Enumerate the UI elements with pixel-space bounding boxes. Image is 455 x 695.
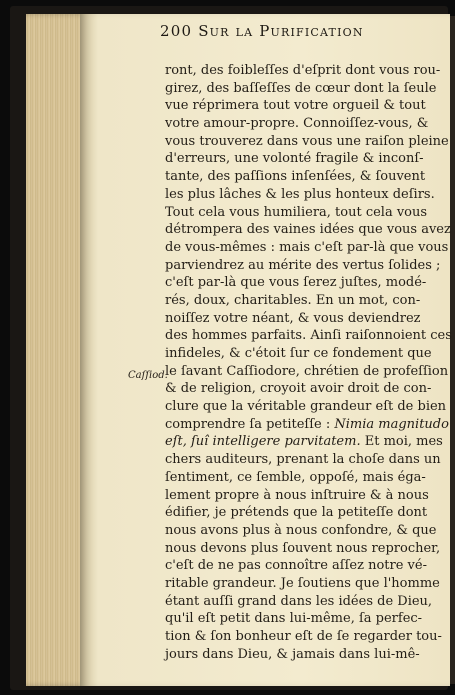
text-run: qu'il eſt petit dans lui-même, ſa perfec-: [165, 611, 423, 627]
text-line: [165, 433, 443, 451]
text-run: nous avons plus à nous confondre, & que: [165, 522, 437, 538]
page-number: 200: [160, 22, 193, 40]
text-run: Et moi, mes: [360, 434, 443, 450]
text-line: [165, 504, 428, 522]
text-line: [165, 97, 426, 115]
text-run: les plus lâches & les plus honteux deſirs.: [165, 186, 435, 202]
text-line: [165, 575, 440, 593]
text-run: édifier, je prétends que la petiteſſe dont: [165, 505, 428, 521]
text-line: [165, 292, 421, 310]
text-line: [165, 487, 429, 505]
text-line: [165, 522, 437, 540]
running-title: Sur la Purification: [198, 22, 364, 40]
text-line: [165, 115, 429, 133]
text-run: tante, des paſſions inſenſées, & ſouvent: [165, 169, 426, 185]
text-run: d'erreurs, une volonté fragile & inconſ-: [165, 151, 424, 167]
text-run: nous devons plus ſouvent nous reprocher,: [165, 540, 441, 556]
text-run: détrompera des vaines idées que vous avez: [165, 222, 451, 238]
body-text: [165, 62, 452, 663]
text-line: [165, 345, 432, 363]
text-line: [165, 628, 442, 646]
text-line: [165, 310, 421, 328]
text-line: [165, 239, 449, 257]
text-run: Tout cela vous humiliera, tout cela vous: [165, 204, 428, 220]
text-line: [165, 646, 420, 664]
text-line: [165, 469, 426, 487]
latin-quote: Nimia magnitudo: [334, 416, 449, 432]
text-line: [165, 451, 441, 469]
text-run: clure que la véritable grandeur eſt de bien: [165, 399, 447, 415]
text-run: le ſavant Caſſiodore, chrétien de profeſſion: [165, 363, 449, 379]
text-run: lement propre à nous inſtruire & à nous: [165, 487, 429, 503]
margin-note: Caſſiod.: [128, 370, 168, 381]
text-line: [165, 593, 433, 611]
text-run: des hommes parfaits. Ainſi raiſonnoient ces: [165, 328, 452, 344]
text-line: [165, 398, 447, 416]
text-line: [165, 186, 435, 204]
text-line: [165, 540, 441, 558]
text-line: [165, 150, 424, 168]
latin-quote: eſt, ſuî intelligere parvitatem.: [165, 434, 361, 450]
text-line: [165, 80, 437, 98]
text-line: [165, 204, 428, 222]
text-run: infideles, & c'étoit ſur ce fondement que: [165, 346, 432, 361]
book-cover-edge: [450, 16, 455, 684]
text-run: comprendre ſa petiteſſe :: [165, 416, 335, 432]
text-line: [165, 363, 449, 381]
text-run: rés, doux, charitables. En un mot, con-: [165, 292, 421, 308]
text-run: ſentiment, ce ſemble, oppoſé, mais éga-: [165, 469, 426, 485]
text-run: jours dans Dieu, & jamais dans lui-mê-: [165, 646, 420, 662]
text-line: [165, 168, 426, 186]
text-line: [165, 274, 427, 292]
text-line: [165, 327, 452, 345]
text-line: [165, 257, 441, 275]
text-run: ront, des foibleſſes d'eſprit dont vous rou-: [165, 63, 441, 78]
running-header: [160, 22, 430, 40]
text-run: étant auſſi grand dans les idées de Dieu,: [165, 593, 433, 609]
text-line: [165, 416, 449, 434]
text-line: [165, 133, 449, 151]
text-line: [165, 380, 432, 398]
text-run: chers auditeurs, prenant la choſe dans un: [165, 452, 441, 468]
text-run: de vous-mêmes : mais c'eſt par-là que vous: [165, 239, 449, 255]
text-run: votre amour-propre. Connoiſſez-vous, &: [165, 116, 429, 132]
text-run: vue réprimera tout votre orgueil & tout: [165, 98, 426, 114]
text-line: [165, 557, 427, 575]
text-run: noiſſez votre néant, & vous deviendrez: [165, 310, 421, 326]
text-run: tion & ſon bonheur eſt de ſe regarder tou-: [165, 629, 442, 644]
text-run: c'eſt par-là que vous ſerez juſtes, modé-: [165, 275, 427, 291]
text-line: [165, 610, 423, 628]
text-run: vous trouverez dans vous une raiſon pleine: [165, 133, 449, 149]
text-line: [165, 221, 451, 239]
text-run: ritable grandeur. Je ſoutiens que l'homme: [165, 575, 440, 591]
text-run: girez, des baſſeſſes de cœur dont la ſeule: [165, 80, 437, 96]
text-line: [165, 62, 441, 80]
text-run: & de religion, croyoit avoir droit de con-: [165, 381, 432, 397]
text-run: parviendrez au mérite des vertus ſolides ;: [165, 257, 441, 273]
text-run: c'eſt de ne pas connoître aſſez notre vé-: [165, 558, 427, 574]
